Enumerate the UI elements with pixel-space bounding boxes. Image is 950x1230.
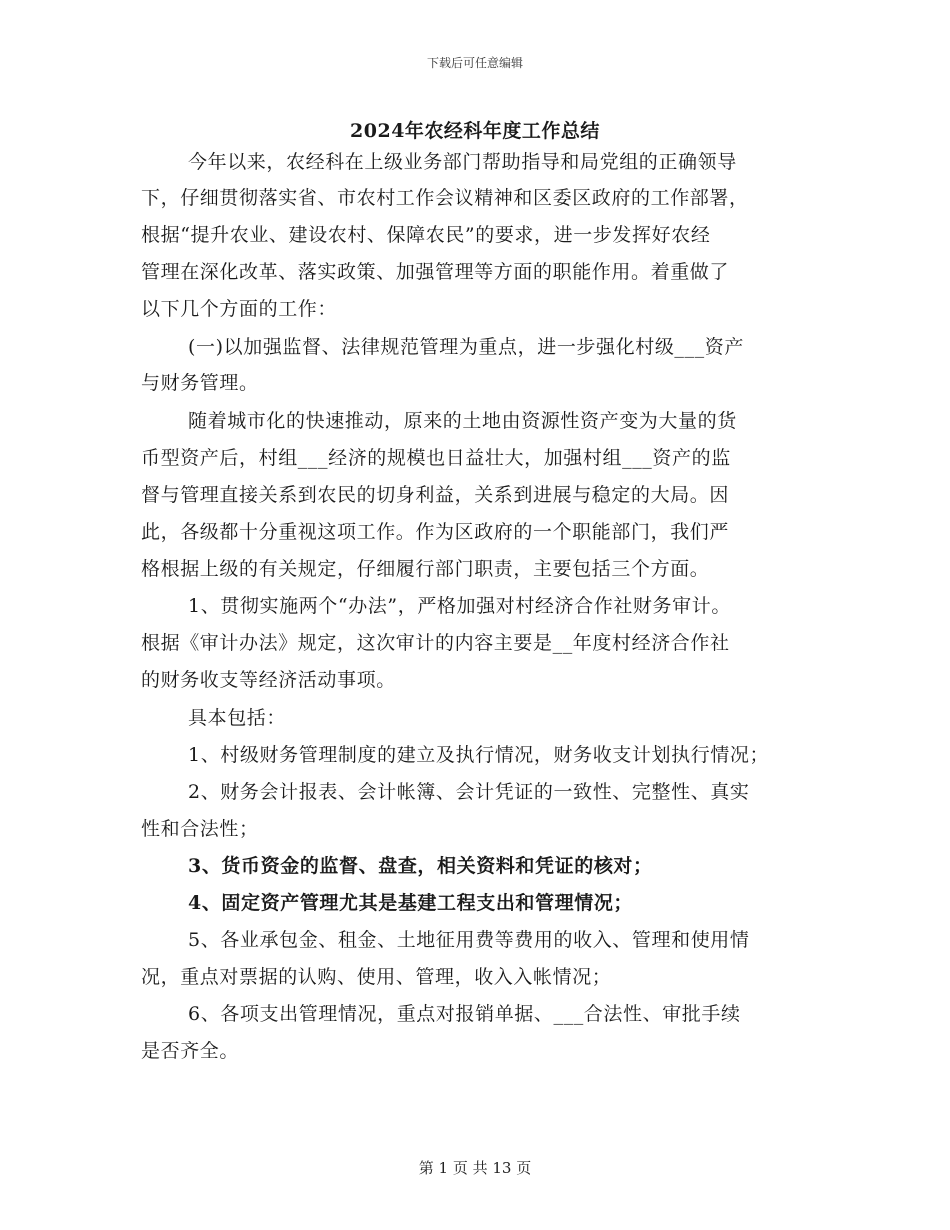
list-intro: 具本包括： bbox=[188, 707, 287, 729]
list-item: 3、货币资金的监督、盘查，相关资料和凭证的核对； bbox=[188, 855, 653, 877]
list-item: 4、固定资产管理尤其是基建工程支出和管理情况； bbox=[188, 892, 634, 914]
body-line: 的财务收支等经济活动事项。 bbox=[141, 669, 396, 691]
body-line: 管理在深化改革、落实政策、加强管理等方面的职能作用。着重做了 bbox=[141, 261, 730, 283]
body-line: 今年以来，农经科在上级业务部门帮助指导和局党组的正确领导 bbox=[188, 151, 737, 173]
body-line: 督与管理直接关系到农民的切身利益，关系到进展与稳定的大局。因 bbox=[141, 484, 730, 506]
list-item: 6、各项支出管理情况，重点对报销单据、___合法性、审批手续 bbox=[188, 1003, 741, 1025]
list-item: 5、各业承包金、租金、土地征用费等费用的收入、管理和使用情 bbox=[188, 929, 750, 951]
header-note: 下载后可任意编辑 bbox=[426, 56, 523, 70]
document-title: 2024年农经科年度工作总结 bbox=[350, 120, 600, 142]
body-line: 随着城市化的快速推动，原来的土地由资源性资产变为大量的货 bbox=[188, 410, 737, 432]
section-heading: (一)以加强监督、法律规范管理为重点，进一步强化村级___资产 bbox=[188, 336, 744, 358]
body-line: 币型资产后，村组___经济的规模也日益壮大，加强村组___资产的监 bbox=[141, 447, 731, 469]
body-line: 下，仔细贯彻落实省、市农村工作会议精神和区委区政府的工作部署， bbox=[141, 187, 749, 209]
body-line: 此，各级都十分重视这项工作。作为区政府的一个职能部门，我们严 bbox=[141, 521, 730, 543]
section-heading-cont: 与财务管理。 bbox=[141, 372, 259, 394]
list-item: 1、村级财务管理制度的建立及执行情况，财务收支计划执行情况； bbox=[188, 744, 770, 766]
list-item-cont: 况，重点对票据的认购、使用、管理，收入入帐情况； bbox=[141, 966, 612, 988]
body-line: 根据《审计办法》规定，这次审计的内容主要是__年度村经济合作社 bbox=[141, 632, 730, 654]
body-line: 格根据上级的有关规定，仔细履行部门职责，主要包括三个方面。 bbox=[141, 558, 710, 580]
body-line: 根据“提升农业、建设农村、保障农民”的要求，进一步发挥好农经 bbox=[141, 224, 711, 246]
page-number: 第 1 页 共 13 页 bbox=[418, 1159, 532, 1177]
body-line: 以下几个方面的工作： bbox=[141, 298, 338, 320]
list-item-cont: 性和合法性； bbox=[141, 818, 259, 840]
body-line: 1、贯彻实施两个“办法”，严格加强对村经济合作社财务审计。 bbox=[188, 595, 731, 617]
list-item: 2、财务会计报表、会计帐簿、会计凭证的一致性、完整性、真实 bbox=[188, 781, 750, 803]
list-item-cont: 是否齐全。 bbox=[141, 1040, 240, 1062]
